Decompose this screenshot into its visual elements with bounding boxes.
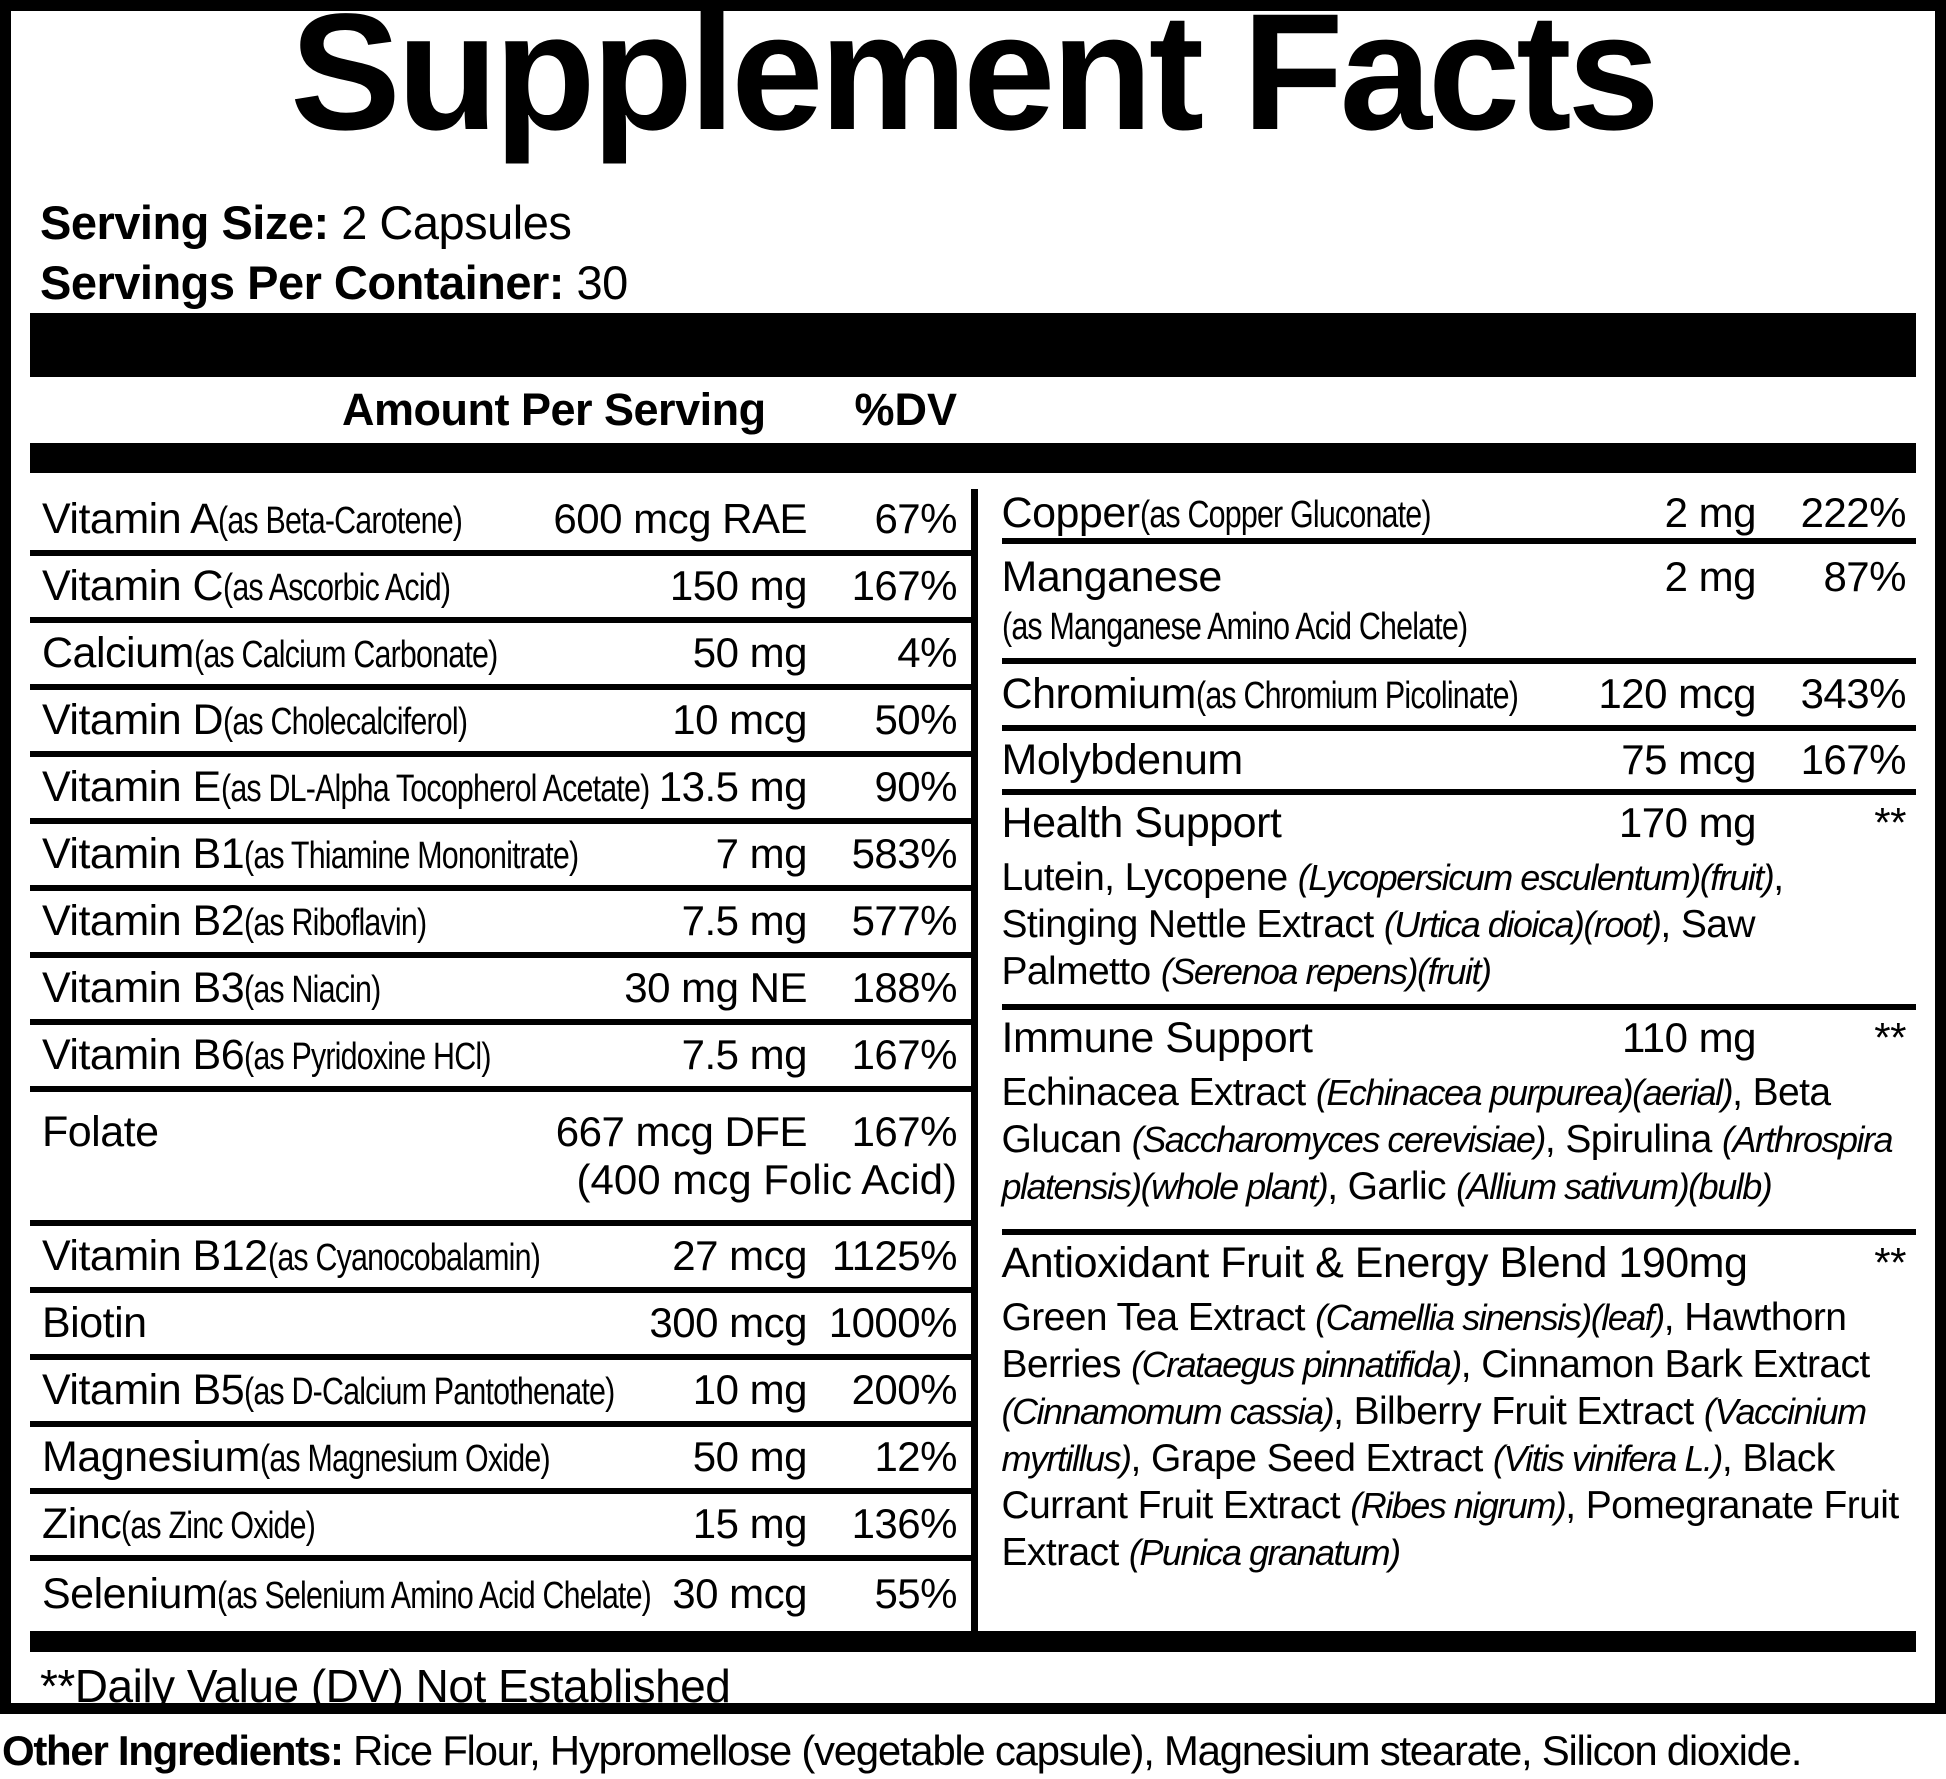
nutrient-dv: 167% [1800, 735, 1906, 783]
nutrient-amount: 2 mg [1664, 489, 1756, 536]
ingredient-common-name: , Bilberry Fruit Extract [1333, 1390, 1704, 1433]
table-row-main [42, 763, 957, 812]
table-row [30, 1360, 971, 1427]
nutrient-name: Zinc [42, 1500, 122, 1548]
nutrient-names [42, 1570, 672, 1619]
nutrient-dv: 577% [851, 897, 957, 944]
other-ingredients-text: Rice Flour, Hypromellose (vegetable capsule), Magnesium stearate, Silicon dioxide. [342, 1727, 1802, 1774]
other-ingredients [2, 1727, 1946, 1775]
nutrient-names [1002, 489, 1665, 538]
table-row [30, 489, 971, 556]
nutrient-dv: 90% [874, 763, 957, 810]
nutrient-source-detail: (as Thiamine Mononitrate) [244, 835, 579, 877]
nutrient-names [1002, 799, 1619, 848]
dv-header: %DV [854, 384, 957, 435]
nutrient-names [42, 897, 682, 946]
nutrient-dv: 1125% [831, 1232, 957, 1279]
divider-bar-top [30, 313, 1916, 377]
nutrient-name: Folate [42, 1108, 159, 1157]
nutrient-names [1002, 1014, 1623, 1063]
ingredient-common-name: , Black Currant Fruit Extract [1001, 1437, 1835, 1527]
nutrient-amount: 50 mg [692, 1433, 807, 1480]
nutrient-name: Calcium [42, 629, 194, 677]
table-row [30, 1092, 971, 1226]
table-row [1002, 1010, 1916, 1235]
nutrient-names [42, 1366, 693, 1415]
serving-size-line [40, 193, 628, 253]
table-row [1002, 795, 1916, 1010]
nutrient-dv: 222% [1800, 489, 1906, 536]
table-row [30, 690, 971, 757]
latin-botanical-name: (Urtica dioica)(root) [1383, 904, 1661, 945]
nutrient-dv: 136% [851, 1500, 957, 1547]
nutrient-source-detail: (as Selenium Amino Acid Chelate) [217, 1575, 652, 1617]
nutrient-dv: 67% [874, 495, 957, 542]
ingredient-common-name: , Beta Glucan [1001, 1071, 1831, 1161]
nutrient-amount: 10 mg [692, 1366, 807, 1413]
nutrient-dv: 167% [851, 1108, 957, 1156]
ingredient-common-name: , Stinging Nettle Extract [1001, 856, 1784, 946]
table-row-main [42, 1366, 957, 1415]
nutrient-source-detail: (as Cholecalciferol) [223, 701, 468, 743]
table-row [30, 1293, 971, 1360]
serving-size-value: 2 Capsules [328, 196, 572, 249]
nutrient-names [42, 830, 716, 879]
nutrient-names [42, 964, 624, 1013]
nutrient-name: Vitamin E [42, 763, 221, 811]
nutrient-name: Vitamin C [42, 562, 224, 610]
nutrient-amount: 300 mcg [649, 1299, 807, 1346]
ingredient-common-name: , Saw Palmetto [1001, 903, 1755, 993]
ingredient-common-name: , Spirulina [1544, 1118, 1722, 1161]
nutrient-name-second-line [1002, 602, 1906, 649]
nutrient-dv: 200% [851, 1366, 957, 1413]
divider-bar-header [30, 443, 1916, 473]
section-description [1002, 854, 1906, 995]
latin-botanical-name: (Ribes nigrum) [1350, 1485, 1566, 1526]
nutrient-name: Chromium [1001, 670, 1196, 718]
nutrient-name: Magnesium [42, 1433, 260, 1481]
section-description [1002, 1294, 1906, 1576]
table-row [30, 824, 971, 891]
nutrient-amount: 170 mg [1618, 799, 1756, 846]
latin-botanical-name: (Serenoa repens)(fruit) [1160, 951, 1491, 992]
nutrition-table [30, 489, 1916, 1631]
nutrient-names [42, 562, 670, 611]
ingredient-common-name: , Cinnamon Bark Extract [1460, 1343, 1870, 1386]
nutrient-name: Vitamin B6 [42, 1031, 245, 1079]
nutrient-dv: 50% [874, 696, 957, 743]
nutrient-names [42, 763, 659, 812]
nutrient-names [42, 1500, 693, 1549]
servings-per-container-line [40, 253, 628, 313]
ingredient-common-name: , Pomegranate Fruit Extract [1001, 1484, 1899, 1574]
amount-per-serving-header: Amount Per Serving [342, 384, 766, 435]
table-row-main [42, 1570, 957, 1619]
table-row-main [1002, 1239, 1906, 1288]
nutrient-source-detail: (as Beta-Carotene) [218, 500, 463, 542]
table-row-main [42, 1299, 957, 1348]
nutrient-names [42, 1232, 672, 1281]
nutrient-amount: 27 mcg [672, 1232, 807, 1279]
latin-botanical-name: (Cinnamomum cassia) [1001, 1391, 1334, 1432]
serving-info [40, 193, 628, 313]
nutrient-names [42, 1108, 556, 1157]
nutrient-dv: ** [1874, 1014, 1906, 1061]
nutrient-dv: 12% [874, 1433, 957, 1480]
nutrient-amount: 30 mcg [672, 1570, 807, 1617]
table-row-main [1002, 799, 1906, 848]
table-row [1002, 544, 1916, 664]
nutrient-name: Vitamin A [42, 495, 219, 543]
table-row [30, 623, 971, 690]
ingredient-common-name: , Grape Seed Extract [1130, 1437, 1493, 1480]
latin-botanical-name: (Vitis vinifera L.) [1492, 1438, 1722, 1479]
table-row-main [1002, 736, 1906, 785]
nutrient-name: Biotin [42, 1299, 147, 1347]
table-row-main [42, 1031, 957, 1080]
nutrient-name: Manganese [1001, 553, 1222, 602]
nutrient-dv: 188% [851, 964, 957, 1011]
nutrient-name: Immune Support [1001, 1014, 1313, 1062]
divider-bar-bottom [30, 1631, 1916, 1652]
page-title: Supplement Facts [290, 0, 1656, 165]
table-row [30, 1025, 971, 1092]
nutrient-amount: 13.5 mg [658, 763, 807, 810]
nutrient-amount: 7.5 mg [681, 897, 807, 944]
table-row [30, 556, 971, 623]
nutrient-source-detail: (as Calcium Carbonate) [193, 634, 498, 676]
nutrient-names [1002, 670, 1599, 719]
nutrient-name: Vitamin B5 [42, 1366, 245, 1414]
table-row-main [42, 1433, 957, 1482]
nutrient-amount: 600 mcg RAE [553, 495, 807, 542]
latin-botanical-name: (Punica granatum) [1128, 1532, 1400, 1573]
nutrient-name: Vitamin B12 [42, 1232, 268, 1280]
table-row-main [1002, 489, 1906, 538]
ingredient-common-name: , Hawthorn Berries [1001, 1296, 1847, 1386]
latin-botanical-name: (Arthrospira platensis)(whole plant) [1001, 1119, 1893, 1207]
nutrient-source-detail: (as DL-Alpha Tocopherol Acetate) [220, 768, 650, 810]
table-row [1002, 489, 1916, 544]
nutrient-dv: 87% [1823, 553, 1906, 601]
table-row [30, 891, 971, 958]
ingredient-common-name: Green Tea Extract [1001, 1296, 1316, 1339]
nutrient-amount: 7 mg [715, 830, 807, 877]
nutrient-names [1002, 736, 1622, 785]
table-row [30, 958, 971, 1025]
latin-botanical-name: (Echinacea purpurea)(aerial) [1315, 1072, 1733, 1113]
nutrient-amount: 75 mcg [1621, 735, 1756, 783]
nutrient-names [42, 696, 672, 745]
nutrition-column-left [30, 489, 971, 1631]
table-row-main [42, 964, 957, 1013]
nutrient-source-detail: (as Chromium Picolinate) [1195, 675, 1518, 717]
nutrient-dv: 55% [874, 1570, 957, 1617]
latin-botanical-name: (Allium sativum)(bulb) [1456, 1166, 1772, 1207]
nutrient-amount: 667 mcg DFE [555, 1108, 807, 1156]
table-row [30, 1561, 971, 1628]
table-row [1002, 1235, 1916, 1631]
table-row [30, 1494, 971, 1561]
nutrient-source-detail: (as D-Calcium Pantothenate) [244, 1371, 615, 1413]
nutrient-dv: 1000% [828, 1299, 957, 1346]
nutrient-source-detail: (as Riboflavin) [244, 902, 427, 944]
nutrient-name: Vitamin B1 [42, 830, 245, 878]
nutrient-names [42, 1433, 693, 1482]
table-row [1002, 664, 1916, 731]
latin-botanical-name: (Saccharomyces cerevisiae) [1131, 1119, 1545, 1160]
table-row-main [42, 1232, 957, 1281]
table-row-main [42, 1108, 957, 1157]
nutrient-name: Antioxidant Fruit & Energy Blend 190mg [1001, 1239, 1748, 1287]
nutrient-dv: 167% [851, 1031, 957, 1078]
nutrient-amount-second-line: (400 mcg Folic Acid) [576, 1156, 957, 1204]
nutrient-source-detail: (as Copper Gluconate) [1139, 494, 1431, 536]
nutrient-amount: 120 mcg [1598, 670, 1756, 717]
nutrient-dv: 4% [897, 629, 957, 676]
nutrient-source-detail: (as Ascorbic Acid) [223, 567, 451, 609]
latin-botanical-name: (Vaccinium myrtillus) [1001, 1391, 1866, 1479]
latin-botanical-name: (Crataegus pinnatifida) [1131, 1344, 1461, 1385]
table-row-main [42, 897, 957, 946]
section-description [1002, 1069, 1906, 1210]
nutrient-name: Molybdenum [1001, 735, 1243, 784]
nutrient-dv: 167% [851, 562, 957, 609]
table-row-main [1002, 553, 1906, 602]
nutrient-names [42, 1299, 649, 1348]
nutrient-source-detail: (as Niacin) [244, 969, 381, 1011]
table-row-main [42, 495, 957, 544]
ingredient-common-name: , Garlic [1327, 1165, 1457, 1208]
nutrient-amount: 50 mg [692, 629, 807, 676]
nutrient-amount: 150 mg [669, 562, 807, 609]
nutrient-name: Copper [1001, 489, 1140, 537]
nutrient-source-detail: (as Zinc Oxide) [121, 1505, 316, 1547]
nutrient-names [1002, 553, 1665, 602]
latin-botanical-name: (Lycopersicum esculentum)(fruit) [1297, 857, 1774, 898]
nutrient-source-detail: (as Pyridoxine HCl) [244, 1036, 491, 1078]
table-row-main [42, 629, 957, 678]
nutrient-names [1002, 1239, 1756, 1288]
table-row [30, 1427, 971, 1494]
nutrient-name: Health Support [1001, 799, 1282, 847]
nutrient-names [42, 629, 693, 678]
table-row [30, 1226, 971, 1293]
nutrient-source-detail: (as Magnesium Oxide) [259, 1438, 550, 1480]
table-row-main [1002, 1014, 1906, 1063]
nutrient-names [42, 495, 553, 544]
table-row-main [42, 1500, 957, 1549]
nutrient-name: Vitamin D [42, 696, 224, 744]
nutrient-source-detail: (as Cyanocobalamin) [267, 1237, 540, 1279]
other-ingredients-label: Other Ingredients: [2, 1727, 343, 1774]
nutrient-name: Selenium [42, 1570, 218, 1618]
daily-value-footnote: **Daily Value (DV) Not Established [40, 1660, 731, 1712]
nutrient-amount: 30 mg NE [624, 964, 807, 1011]
table-row-main [42, 562, 957, 611]
nutrient-amount: 10 mcg [672, 696, 807, 743]
nutrient-dv: ** [1874, 1239, 1906, 1286]
nutrient-amount: 110 mg [1622, 1014, 1756, 1061]
nutrient-amount: 2 mg [1664, 553, 1756, 601]
table-row-main [42, 830, 957, 879]
servings-per-container-value: 30 [563, 256, 628, 310]
table-row [1002, 731, 1916, 795]
nutrient-dv: ** [1874, 799, 1906, 846]
nutrient-names [42, 1031, 682, 1080]
table-row [30, 757, 971, 824]
ingredient-common-name: Echinacea Extract [1001, 1071, 1316, 1114]
nutrient-amount: 7.5 mg [681, 1031, 807, 1078]
table-row-main [1002, 670, 1906, 719]
table-header [30, 384, 971, 440]
table-row-main [42, 696, 957, 745]
serving-size-label: Serving Size: [40, 196, 329, 249]
ingredient-common-name: Lutein, Lycopene [1001, 856, 1298, 899]
nutrition-column-right [978, 489, 1916, 1631]
nutrient-dv: 583% [851, 830, 957, 877]
nutrient-source-detail: (as Manganese Amino Acid Chelate) [1001, 606, 1467, 649]
servings-per-container-label: Servings Per Container: [40, 256, 564, 310]
nutrient-name: Vitamin B2 [42, 897, 245, 945]
nutrient-amount: 15 mg [692, 1500, 807, 1547]
latin-botanical-name: (Camellia sinensis)(leaf) [1315, 1297, 1664, 1338]
nutrient-dv: 343% [1800, 670, 1906, 717]
nutrient-name: Vitamin B3 [42, 964, 245, 1012]
